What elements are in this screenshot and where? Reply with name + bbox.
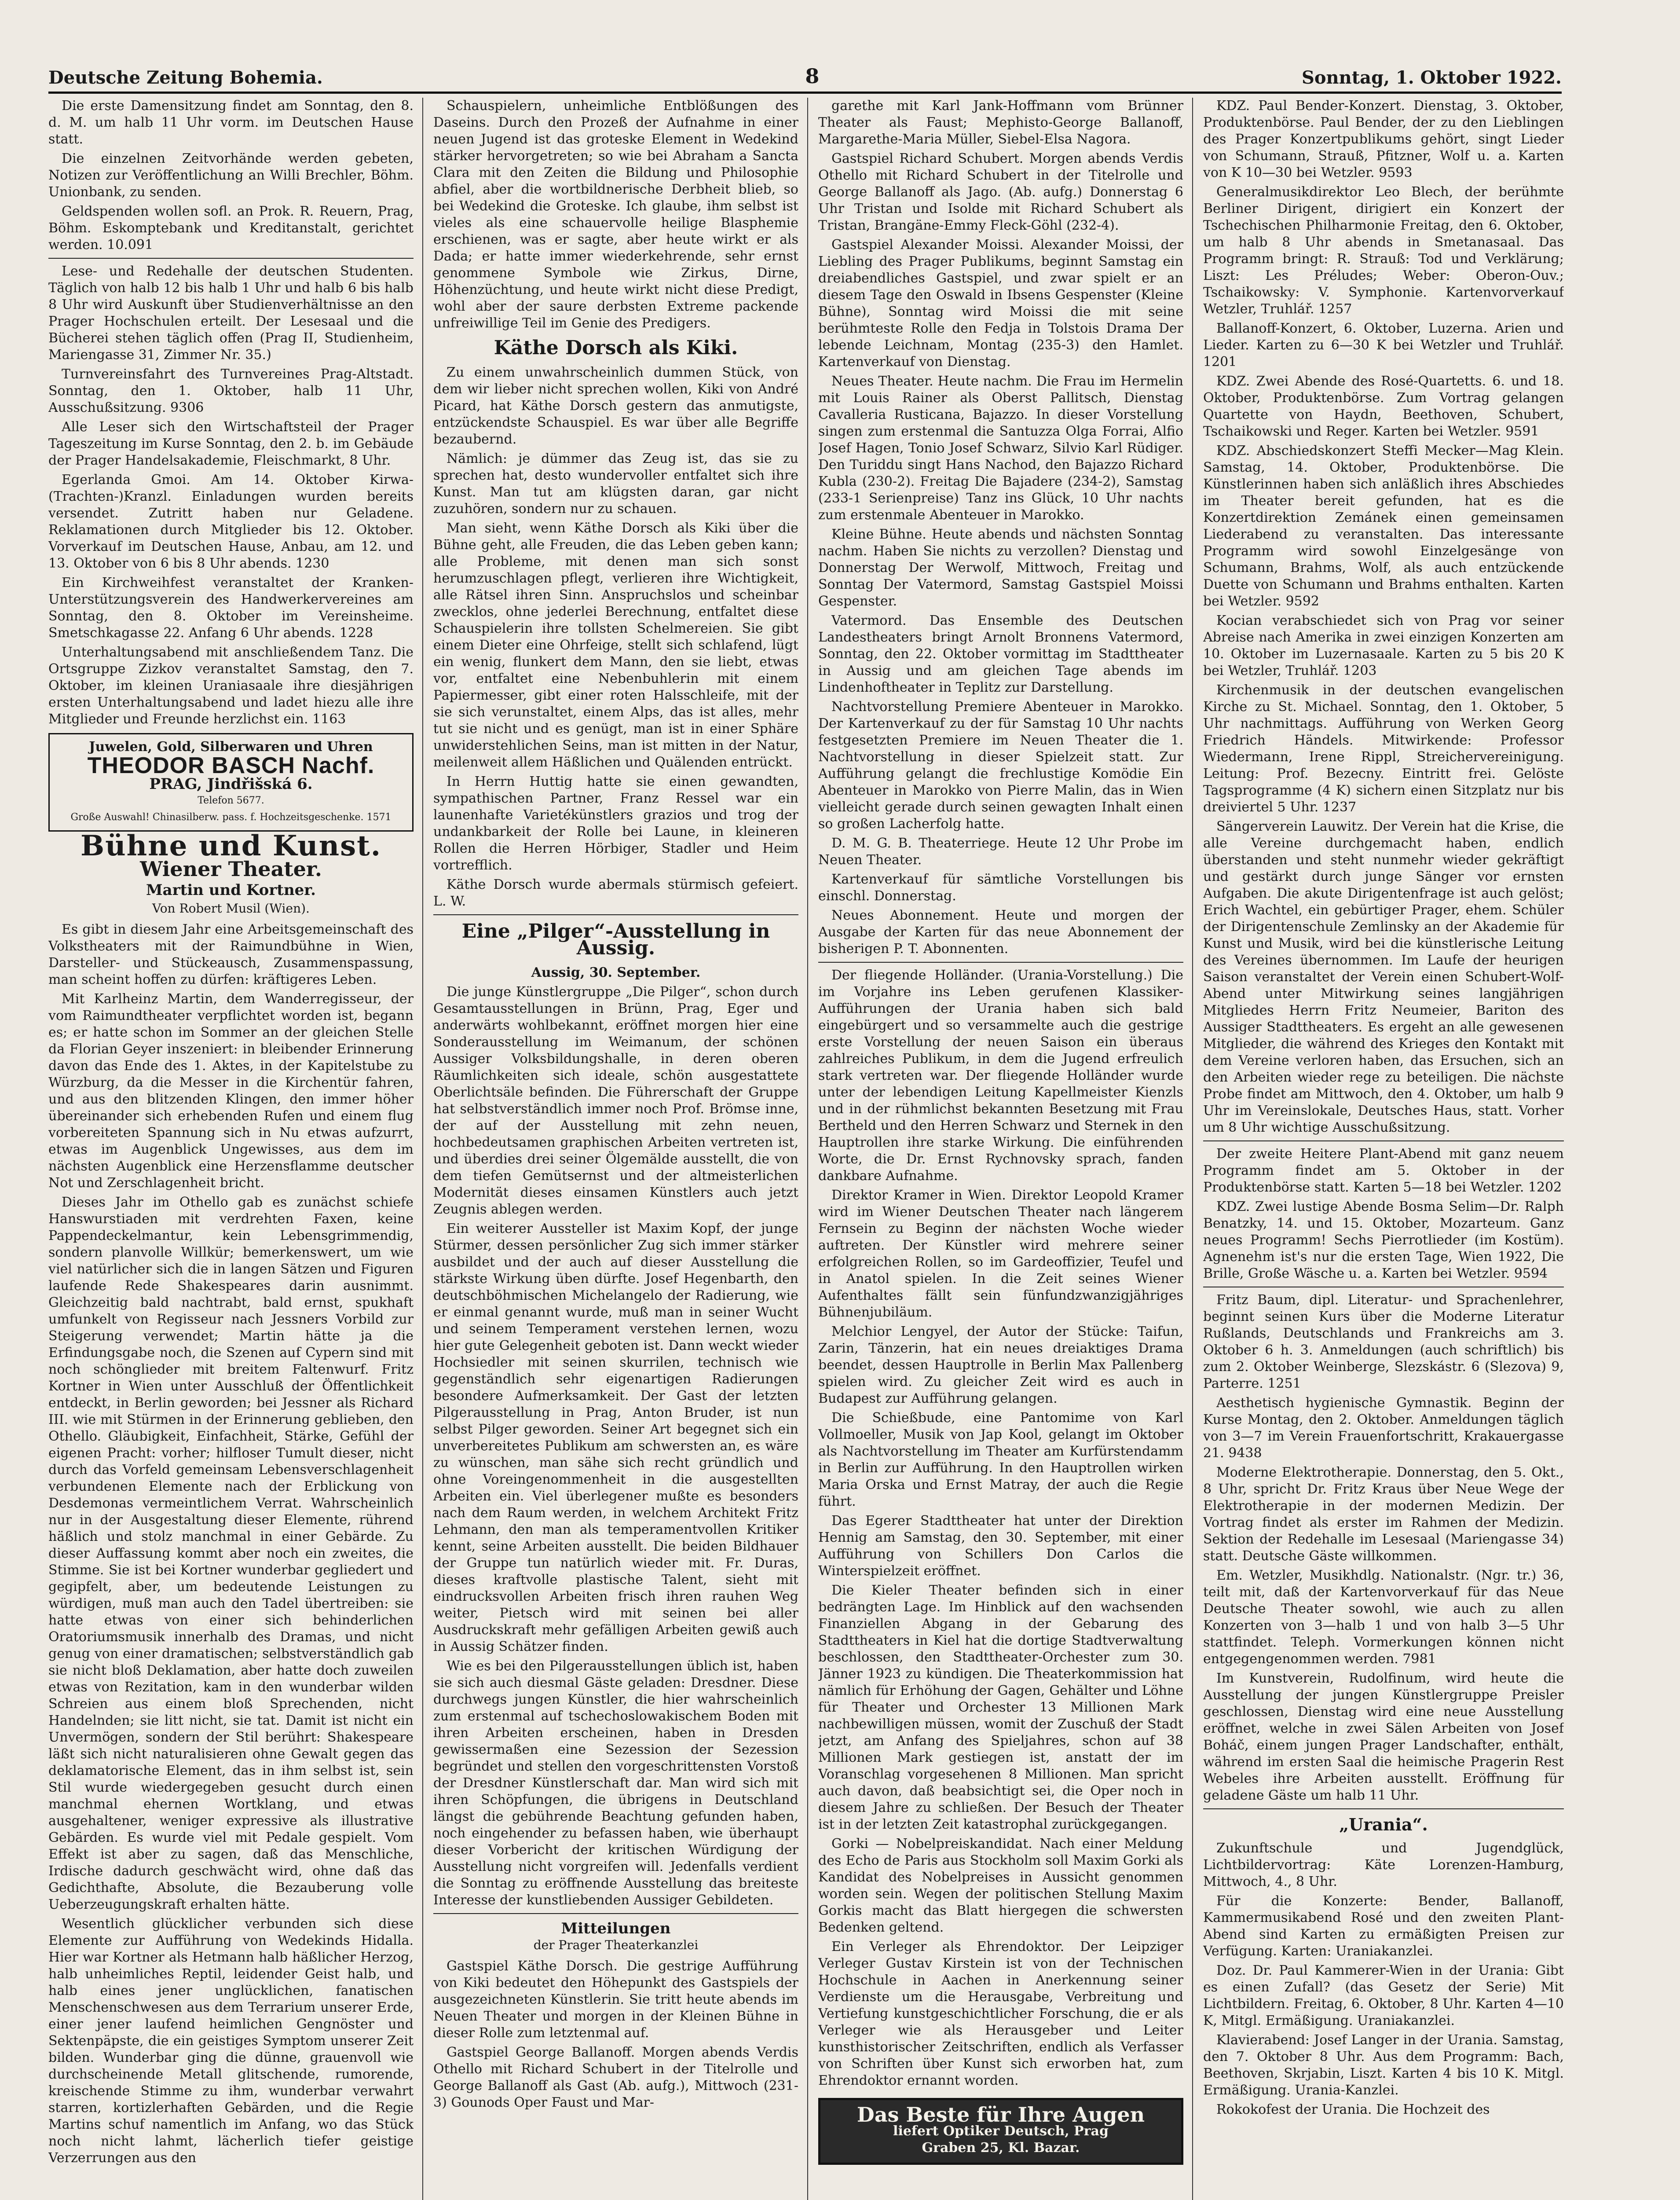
announcement: Kleine Bühne. Heute abends und nächsten Sonntag nachm. Haben Sie nichts zu verzollen? Dienstag und Donnerstag Der Werwolf, Mittwoch, Freitag und Sonntag Der Vatermord, Samstag Gastspiel Moissi Gespenster.	[818, 527, 1183, 609]
article-paragraph: Schauspielern, unheimliche Entblößungen des Daseins. Durch den Prozeß der Aufnahme in einer neuen Jugend ist das groteske Element in Wedekind stärker hervorgetreten; so wie bei Abraham a Sancta Clara mit den Zeiten die Bildung und Philosophie abfiel, aber die wortbildnerische Derbheit blieb, so bei Wedekind die Groteske. Ich glaube, ihm selbst ist vieles als eine schauervolle heilige Blasphemie erschienen, was er sagte, aber heute wirkt er als Dada; er hatte immer wiederkehrende, sehr ernst genommene Symbole wie Zirkus, Dirne, Höhenzüchtung, und heute wirkt nicht diese Predigt, wohl aber der saure derbsten Extreme packende unfreiwillige Teil im Genie des Predigers.	[433, 98, 798, 331]
urania-notice: Rokokofest der Urania. Die Hochzeit des	[1216, 2102, 1490, 2117]
notice: Ein Kirchweihfest veranstaltet der Kranken-Unterstützungsverein des Handwerkervereines am Sonntag, den 8. Oktober im Vereinsheime. Smetschkagasse 22. Anfang 6 Uhr abends. 1228	[48, 575, 414, 641]
urania-notice: Zukunftschule und Jugendglück, Lichtbildervortrag: Käte Lorenzen-Hamburg, Mittwoch, 4., 8 Uhr.	[1203, 1841, 1564, 1889]
concert-notice: Der zweite Heitere Plant-Abend mit ganz neuem Programm findet am 5. Oktober in der Produktenbörse statt. Karten 5—18 bei Wetzler. 1202	[1203, 1146, 1564, 1195]
optician-advertisement	[818, 2098, 1183, 2165]
article-paragraph: Zu einem unwahrscheinlich dummen Stück, von dem wir lieber nicht sprechen wollen, Kiki von André Picard, hat Käthe Dorsch gestern das anmutigste, entzückendste Schauspiel. Es war über alle Begriffe bezaubernd.	[433, 365, 798, 447]
announcement: Neues Theater. Heute nachm. Die Frau im Hermelin mit Louis Rainer als Oberst Pallitsch, Dienstag Cavalleria Rusticana, Bajazzo. In dieser Vorstellung singen zum erstenmal die Santuzza Olga Forrai, Alfio Josef Hagen, Tonio Josef Schwarz, Silvio Karl Rüdiger. Den Turiddu singt Hans Nachod, den Bajazzo Richard Kubla (230-2). Freitag Die Bajadere (234-2), Samstag (233-1 Serienpreise) Tanz ins Glück, 10 Uhr nachts zum erstenmale Abenteuer in Marokko.	[818, 374, 1183, 523]
article-byline: Von Robert Musil (Wien).	[152, 901, 310, 916]
concert-notice: Ballanoff-Konzert, 6. Oktober, Luzerna. Arien und Lieder. Karten zu 6—30 K bei Wetzler und Truhlář. 1201	[1203, 321, 1564, 370]
column-2	[433, 98, 798, 2200]
divider	[433, 1913, 798, 1914]
announcement: Ein Verleger als Ehrendoktor. Der Leipziger Verleger Gustav Kirstein ist von der Technischen Hochschule in Aachen in Anerkennung seiner Verdienste um die Herausgabe, Verbreitung und Vertiefung kunstgeschichtlicher Forschung, die er als Verleger wie als Herausgeber und Leiter kunsthistorischer Zeitschriften, endlich als Verfasser von Schriften über Kunst sich erworben hat, zum Ehrendoktor ernannt worden.	[818, 1939, 1183, 2088]
urania-notice: Klavierabend: Josef Langer in der Urania. Samstag, den 7. Oktober 8 Uhr. Aus dem Programm: Bach, Beethoven, Skrjabin, Liszt. Karten 4 bis 10 K. Mitgl. Ermäßigung. Urania-Kanzlei.	[1203, 2032, 1564, 2098]
announcement: Gastspiel Richard Schubert. Morgen abends Verdis Othello mit Richard Schubert in der Titelrolle und George Ballanoff als Jago. (Ab. aufg.) Donnerstag 6 Uhr Tristan und Isolde mit Richard Schubert als Tristan, Brangäne-Emmy Fleck-Göhl (232-4).	[818, 151, 1183, 233]
ad-supplier: liefert Optiker Deutsch, Prag	[893, 2123, 1109, 2139]
divider	[48, 258, 414, 259]
notice: Geldspenden wollen sofl. an Prok. R. Reuern, Prag, Böhm. Eskomptebank und Kreditanstalt, gerichtet werden. 10.091	[48, 204, 414, 253]
ad-address: Graben 25, Kl. Bazar.	[922, 2140, 1080, 2156]
article-paragraph: Nämlich: je dümmer das Zeug ist, das sie zu sprechen hat, desto wundervoller entfaltet sich ihre Kunst. Man tut am klügsten daran, gar nicht zuzuhören, sondern nur zu schauen.	[433, 451, 798, 517]
issue-date: Sonntag, 1. Oktober 1922.	[1301, 67, 1562, 88]
column-divider	[1192, 98, 1193, 2200]
notice: Alle Leser sich den Wirtschaftsteil der Prager Tageszeitung im Kurse Sonntag, den 2. b. im Gebäude der Prager Handelsakademie, Fleischmarkt, 8 Uhr.	[48, 419, 414, 468]
article-title: Eine „Pilger“-Ausstellung in Aussig.	[461, 920, 770, 959]
article-paragraph: Dieses Jahr im Othello gab es zunächst schiefe Hanswurstiaden mit verdrehten Faxen, keine Pappendeckelmantur, kein Lebensgrimmendig, sondern planvolle Willkür; bemerkenswert, um wie viel natürlicher sich die in langen Sätzen und Figuren laufende Rede Shakespeares darin ausnimmt. Gleichzeitig bald nachtrabt, bald ernst, spukhaft umfunkelt von Regisseur nach Jessners Vorbild zur Steigerung verwendet; Martin hätte ja die Erfindungsgabe noch, die Szenen auf Cypern sind mit noch schönglieder mit breitem Faltenwurf. Fritz Kortner in Wien unter Ausschluß der Öffentlichkeit entdeckt, in Berlin geworden; bei Jessner als Richard III. wie mit Stürmen in der Erinnerung geblieben, den Othello. Gläubigkeit, Einfachheit, Stärke, Gefühl der eigenen Pracht: vorher; hilfloser Tumult dieser, nicht durch das Vorfeld gemeinsam Lebensverschlagenheit verbundenen Elemente nach der Erblickung von Desdemonas vermeintlichem Verrat. Wahrscheinlich nur in der Ausgestaltung dieser Elemente, rührend häßlich und stolz manchmal in einer Gebärde. Zu dieser Auffassung kommt aber noch ein zweites, die Stimme. Sie ist bei Kortner wunderbar gegliedert und gegipfelt, aber, um bedeutende Leistungen zu würdigen, muß man auch den Tadel übertreiben: sie hatte etwas von einer sich behinderlichen Oratoriumsmusik innerhalb des Dramas, und nicht genug von einer dramatischen; selbstverständlich gab sie nicht bloß Deklamation, aber hatte doch zuweilen etwas von Rezitation, kam in den wunderbar wilden Schreien aus einem bloß Sprechenden, nicht Handelnden; sie litt nicht, sie tat. Damit ist nicht ein Unvermögen, sondern der Stil berührt: Shakespeare läßt sich nicht naturalisieren ohne Gewalt gegen das deklamatorische Element, das in ihm selbst ist, sein Stil wurde wiedergegeben gesucht durch einen manchmal ehernen Wortklang, und etwas ausgehaltener, weniger expressive als illustrative Gebärden. Es wurde viel mit Pedale gespielt. Vom Effekt ist aber zu sagen, daß das Menschliche, Irdische dadurch geschwächt wird, ohne daß das Gedichthafte, Absolute, die Bezauberung volle Ueberzeugungskraft erhalten hätte.	[48, 1195, 414, 1912]
concert-notice: Kocian verabschiedet sich von Prag vor seiner Abreise nach Amerika in zwei einzigen Konzerten am 10. Oktober im Luzernasaale. Karten zu 5 bis 20 K bei Wetzler, Truhlář. 1203	[1203, 613, 1564, 678]
ad-tagline: Juwelen, Gold, Silberwaren und Uhren	[89, 739, 373, 755]
notices-list	[48, 98, 414, 728]
announcement: Gastspiel George Ballanoff. Morgen abends Verdis Othello mit Richard Schubert in der Titelrolle und George Ballanoff als Gast (Ab. aufg.), Mittwoch (231-3) Gounods Oper Faust und Mar-	[433, 2045, 798, 2110]
announcement: D. M. G. B. Theaterriege. Heute 12 Uhr Probe im Neuen Theater.	[818, 836, 1183, 868]
concert-notice: Sängerverein Lauwitz. Der Verein hat die Krise, die alle Vereine durchgemacht haben, endlich überstanden und steht nunmehr wieder gekräftigt und gestärkt durch junge Sänger vor ernsten Aufgaben. Die akute Dirigentenfrage ist auch gelöst; Erich Wachtel, ein gebürtiger Prager, ehem. Schüler der Dirigentenschule Zemlinsky an der Akademie für Kunst und Musik, wird bei die künstlerische Leitung des Vereines übernommen. Im Laufe der heurigen Saison veranstaltet der Verein einen Schubert-Wolf-Abend unter Mitwirkung seines langjährigen Mitgliedes Herrn Fritz Neumeier, Bariton des Aussiger Stadttheaters. Es ergeht an alle gewesenen Mitglieder, die während des Krieges den Kontakt mit dem Vereine verloren haben, das Ersuchen, sich an den Arbeiten wieder rege zu beteiligen. Die nächste Probe findet am Mittwoch, den 4. Oktober, um halb 9 Uhr im Vereinslokale, Deutsches Haus, statt. Vorher um 8 Uhr wichtige Ausschußsitzung.	[1203, 819, 1564, 1135]
article-paragraph: Wesentlich glücklicher verbunden sich diese Elemente zur Aufführung von Wedekinds Hidalla. Hier war Kortner als Hetmann halb häßlicher Herzog, halb unheimliches Reptil, leidender Geist halb, und halb eines jener unglücklichen, fanatischen Menschenschwesen aus dem Terrarium unserer Erde, einer jener laufend heimlichen Gengnöster und Sektenpäpste, die ein geistiges Symptom unserer Zeit bilden. Wunderbar ging die dünne, grauenvoll wie durchscheinende Metall glitschende, rumorende, kreischende Stimme zu ihm, wunderbar verwahrt starren, kortizlerhaften Gebärden, und die Regie Martins schuf namentlich im Anfang, wo das Stück noch nicht lahmt, lächerlich tiefer geistige Verzerrungen aus den	[48, 1916, 414, 2166]
ad-address: PRAG, Jindřišská 6.	[149, 775, 313, 793]
column-4	[1203, 98, 1564, 2200]
article-paragraph: Es gibt in diesem Jahr eine Arbeitsgemeinschaft des Volkstheaters mit der Raimundbühne in Wien, Darsteller- und Stückeausch, Zusammenspassung, man scheint hoffen zu dürfen: kräftigeres Leben.	[48, 922, 414, 987]
notice: Lese- und Redehalle der deutschen Studenten. Täglich von halb 12 bis halb 1 Uhr und halb 6 bis halb 8 Uhr wird Auskunft über Studienverhältnisse an den Prager Hochschulen erteilt. Der Lesesaal und die Bücherei stehen täglich offen (Prag II, Studienheim, Mariengasse 31, Zimmer Nr. 35.)	[48, 264, 414, 363]
notice: Unterhaltungsabend mit anschließendem Tanz. Die Ortsgruppe Zizkov veranstaltet Samstag, den 7. Oktober, im kleinen Uraniasaale ihre diesjährigen ersten Unterhaltungsabend und ladet hiezu alle ihre Mitglieder und Freunde herzlichst ein. 1163	[48, 645, 414, 727]
article-dateline: Aussig, 30. September.	[531, 965, 701, 980]
announcement: Das Egerer Stadttheater hat unter der Direktion Hennig am Samstag, den 30. September, mit einer Aufführung von Schillers Don Carlos die Winterspielzeit eröffnet.	[818, 1513, 1183, 1579]
newspaper-name: Deutsche Zeitung Bohemia.	[48, 67, 323, 88]
announcement: garethe mit Karl Jank-Hoffmann vom Brünner Theater als Faust; Mephisto-George Ballanoff, Margarethe-Maria Müller, Siebel-Elsa Nagora.	[818, 98, 1183, 147]
notice: Die einzelnen Zeitvorhände werden gebeten, Notizen zur Veröffentlichung an Willi Brechler, Böhm. Unionbank, zu senden.	[48, 151, 414, 200]
concert-notice: KDZ. Zwei Abende des Rosé-Quartetts. 6. und 18. Oktober, Produktenbörse. Zum Vortrag gelangen Quartette von Haydn, Beethoven, Schubert, Tschaikowski und Reger. Karten bei Wetzler. 9591	[1203, 374, 1564, 439]
urania-notice: Für die Konzerte: Bender, Ballanoff, Kammermusikabend Rosé und den zweiten Plant-Abend sind Karten zu ermäßigten Preisen zur Verfügung. Karten: Uraniakanzlei.	[1203, 1893, 1564, 1959]
concert-notice: Kirchenmusik in der deutschen evangelischen Kirche zu St. Michael. Sonntag, den 1. Oktober, 5 Uhr nachmittags. Aufführung von Werken Georg Friedrich Händels. Mitwirkende: Professor Wiedermann, Irene Rippl, Streichervereinigung. Leitung: Prof. Bezecny. Eintritt frei. Gelöste Tagsprogramme (4 K) sichern einen Sitzplatz nur bis dreiviertel 5 Uhr. 1237	[1203, 682, 1564, 815]
announcement: Die Schießbude, eine Pantomime von Karl Vollmoeller, Musik von Jap Kool, gelangt im Oktober als Nachtvorstellung im Theater am Kurfürstendamm in Berlin zur Aufführung. In den Hauptrollen wirken Maria Orska und Ernst Matray, der auch die Regie führt.	[818, 1410, 1183, 1509]
article-paragraph: In Herrn Huttig hatte sie einen gewandten, sympathischen Partner, Franz Ressel war ein launenhafte Varietékünstlers grazios und trog der undankbarkeit der Rolle bei Laune, in kleineren Rollen die Herren Hörbiger, Stadler und Heim vortrefflich.	[433, 774, 798, 873]
notice: Egerlanda Gmoi. Am 14. Oktober Kirwa-(Trachten-)Kranzl. Einladungen wurden bereits versendet. Zutritt haben nur Geladene. Reklamationen durch Mitglieder bis 12. Oktober. Vorverkauf im Deutschen Hause, Anbau, am 12. und 13. Oktober von 6 bis 8 Uhr abends. 1230	[48, 472, 414, 571]
article-title: Martin und Kortner.	[146, 881, 316, 899]
column-3	[818, 98, 1183, 2200]
page-number: 8	[805, 64, 820, 88]
article-paragraph: Mit Karlheinz Martin, dem Wanderregisseur, der vom Raimundtheater verpflichtet worden ist, begann es; er hatte schon im Sommer an der gleichen Stelle da Florian Geyer inszeniert: in bleibender Erinnerung davon das Ende des 1. Aktes, in der Kapitelstube zu Würzburg, da die Messer in die Kirchentür fahren, und aus den blitzenden Klingen, den immer höher übereinander sich erhebenden Rufen und einem flug vorbereiteten Spannung sich in Nu etwas aufzurrt, etwas im Augenblick Ungewisses, aus dem im nächsten Augenblick eine Herzensflamme deutscher Not und Zerschlagenheit bricht.	[48, 991, 414, 1191]
announcements-subheading: der Prager Theaterkanzlei	[533, 1938, 699, 1952]
announcements-heading: Mitteilungen	[561, 1920, 671, 1937]
ad-company-name: THEODOR BASCH Nachf.	[87, 753, 375, 778]
column-divider	[807, 98, 808, 2200]
article-title: Käthe Dorsch als Kiki.	[494, 337, 738, 359]
concert-notice: Aesthetisch hygienische Gymnastik. Beginn der Kurse Montag, den 2. Oktober. Anmeldungen täglich von 3—7 im Verein Frauenfortschritt, Krakauergasse 21. 9438	[1203, 1395, 1564, 1461]
announcement: Die Kieler Theater befinden sich in einer bedrängten Lage. Im Hinblick auf den wachsenden Finanziellen Abgang in der Gebarung des Stadttheaters in Kiel hat die dortige Stadtverwaltung beschlossen, den Stadttheater-Orchester zum 30. Jänner 1923 zu kündigen. Die Theaterkommission hat nämlich für Erhöhung der Gagen, Gehälter und Löhne für Theater und Orchester 13 Millionen Mark nachbewilligen müssen, womit der Zuschuß der Stadt jetzt, am Anfang des Spieljahres, schon auf 38 Millionen Mark gestiegen ist, anstatt der im Voranschlag vorgesehenen 8 Millionen. Man spricht auch davon, daß beabsichtigt sei, die Oper noch in diesem Jahre zu schließen. Der Besuch der Theater ist in der letzten Zeit katastrophal zurückgegangen.	[818, 1583, 1183, 1832]
divider	[818, 962, 1183, 963]
announcement: Direktor Kramer in Wien. Direktor Leopold Kramer wird im Wiener Deutschen Theater nach längerem Fernsein zu Beginn der nächsten Woche wieder auftreten. Der Künstler wird mehrere seiner erfolgreichen Rollen, so im Gardeoffizier, Teufel und in Anatol spielen. In die Zeit seines Wiener Aufenthaltes fällt sein fünfundzwanzigjähriges Bühnenjubiläum.	[818, 1188, 1183, 1320]
announcement: Gastspiel Alexander Moissi. Alexander Moissi, der Liebling des Prager Publikums, beginnt Samstag ein dreiabendliches Gastspiel, und zwar spielt er an diesem Tage den Oswald in Ibsens Gespenster (Kleine Bühne), Sonntag wird Moissi die mit seine berühmteste Rolle den Fedja in Tolstois Drama Der lebende Leichnam, Montag (235-3) den Hamlet. Kartenverkauf von Dienstag.	[818, 237, 1183, 370]
announcement: Vatermord. Das Ensemble des Deutschen Landestheaters bringt Arnolt Bronnens Vatermord, Sonntag, den 22. Oktober vormittag im Stadttheater in Aussig und am gleichen Tage abends im Lindenhoftheater in Teplitz zur Darstellung.	[818, 613, 1183, 695]
concert-notice: KDZ. Abschiedskonzert Steffi Mecker—Mag Klein. Samstag, 14. Oktober, Produktenbörse. Die Künstlerinnen haben sich anläßlich ihres Abschiedes im Theater bereit gefunden, hat es die Konzertdirektion Zemánek einen gemeinsamen Liederabend zu veranstalten. Das interessante Programm wird sowohl Einzelgesänge von Schumann, Brahms, Wolf, als auch entzückende Duette von Schumann und Brahms enthalten. Karten bei Wetzler. 9592	[1203, 443, 1564, 609]
ad-headline: Das Beste für Ihre Augen	[856, 2103, 1145, 2127]
divider	[1203, 1140, 1564, 1141]
article-paragraph: Ein weiterer Aussteller ist Maxim Kopf, der junge Stürmer, dessen persönlicher Zug sich immer stärker ausbildet und der auch auf dieser Ausstellung die stärkste Wirkung üben dürfte. Josef Hegenbarth, den deutschböhmischen Michelangelo der Radierung, wie er einmal genannt wurde, muß man in seiner Wucht und seinem Temperament verstehen lernen, wozu hier gute Gelegenheit geboten ist. Dann weckt wieder Hochsiedler mit seinen skurrilen, technisch wie gegenständlich sehr eigenartigen Radierungen besondere Aufmerksamkeit. Der Gast der letzten Pilgerausstellung in Prag, Anton Bruder, ist nun selbst Pilger geworden. Seiner Art begegnet sich ein unverbereitetes Publikum am schwersten an, es wäre zu wünschen, man sähe sich recht gründlich und ohne Voreingenommenheit in die ausgestellten Arbeiten ein. Viel überlegener mußte es besonders nach dem Raum werden, in welchem Architekt Fritz Lehmann, den man als temperamentvollen Kritiker kennt, seine Arbeiten ausstellt. Die beiden Bildhauer der Gruppe tun natürlich wieder mit. Fr. Duras, dieses kraftvolle plastische Talent, sieht mit eindrucksvollen Arbeiten frisch ihren rauhen Weg weiter, Pietsch wird mit seinen bei aller Ausdruckskraft mehr gefälligen Arbeiten gewiß auch in Aussig Schätzer finden.	[433, 1221, 798, 1654]
column-divider	[422, 98, 423, 2200]
concert-notice: KDZ. Paul Bender-Konzert. Dienstag, 3. Oktober, Produktenbörse. Paul Bender, der zu den Lieblingen des Prager Konzertpublikums gehört, singt Lieder von Schumann, Strauß, Pfitzner, Wolf u. a. Karten von K 10—30 bei Wetzler. 9593	[1203, 98, 1564, 180]
divider	[1203, 1808, 1564, 1809]
subsection-heading: Wiener Theater.	[140, 857, 322, 881]
announcement: Nachtvorstellung Premiere Abenteuer in Marokko. Der Kartenverkauf zu der für Samstag 10 Uhr nachts festgesetzten Premiere im Neuen Theater die 1. Nachtvorstellung in dieser Spielzeit statt. Zur Aufführung gelangt die frechlustige Komödie Ein Abenteuer in Marokko von Pierre Malin, das in Wien vielleicht gerade durch seinen gewagten Inhalt einen so großen Lacherfolg hatte.	[818, 699, 1183, 832]
concert-notice: Fritz Baum, dipl. Literatur- und Sprachenlehrer, beginnt seinen Kurs über die Moderne Literatur Rußlands, Deutschlands und Frankreichs am 3. Oktober 6 h. 3. Anmeldungen (auch schriftlich) bis zum 2. Oktober Weinberge, Slezskástr. 6 (Slezova) 9, Parterre. 1251	[1203, 1292, 1564, 1391]
announcement: Der fliegende Holländer. (Urania-Vorstellung.) Die im Vorjahre ins Leben gerufenen Klassiker-Aufführungen der Urania haben sich bald eingebürgert und so versammelte auch die gestrige erste Vorstellung der neuen Saison ein überaus zahlreiches Publikum, in dem die Jugend erfreulich stark vertreten war. Der fliegende Holländer wurde unter der lebendigen Leitung Kapellmeister Kienzls und in der rühmlichst bekannten Besetzung mit Frau Bertheld und den Herren Schwarz und Sternek in den Hauptrollen ihre starke Wirkung. Die einführenden Worte, die Dr. Ernst Rychnovsky sprach, fanden dankbare Aufnahme.	[818, 968, 1183, 1184]
announcement: Gastspiel Käthe Dorsch. Die gestrige Aufführung von Kiki bedeutet den Höhepunkt des Gastspiels der ausgezeichneten Künstlerin. Sie tritt heute abends im Neuen Theater und morgen in der Kleinen Bühne in dieser Rolle zum letztenmal auf.	[433, 1958, 798, 2041]
urania-heading: „Urania“.	[1339, 1815, 1428, 1834]
article-paragraph: Käthe Dorsch wurde abermals stürmisch gefeiert. L. W.	[433, 877, 798, 909]
section-heading: Bühne und Kunst.	[81, 829, 381, 862]
notice: Turnvereinsfahrt des Turnvereines Prag-Altstadt. Sonntag, den 1. Oktober, halb 11 Uhr, Ausschußsitzung. 9306	[48, 367, 414, 415]
announcement: Kartenverkauf für sämtliche Vorstellungen bis einschl. Donnerstag.	[818, 872, 1183, 904]
article-paragraph: Die junge Künstlergruppe „Die Pilger“, schon durch Gesamtausstellungen in Brünn, Prag, Eger und anderwärts wohlbekannt, eröffnet morgen hier eine Sonderausstellung im Weimanum, der schönen Aussiger Volksbildungshalle, in deren oberen Räumlichkeiten sich ideale, schön ausgestattete Oberlichtsäle befinden. Die Führerschaft der Gruppe hat selbstverständlich immer noch Prof. Brömse inne, der auf der Ausstellung mit zehn neuen, hochbedeutsamen graphischen Arbeiten vertreten ist, und überdies drei seiner Ölgemälde ausstellt, die von dem tiefen Gemütsernst und der altmeisterlichen Modernität dieses einsamen Künstlers auch jetzt Zeugnis ablegen werden.	[433, 984, 798, 1217]
jeweler-advertisement	[48, 733, 414, 832]
announcement: Gorki — Nobelpreiskandidat. Nach einer Meldung des Echo de Paris aus Stockholm soll Maxim Gorki als Kandidat des Nobelpreises in Aussicht genommen worden sein. Wegen der politischen Stellung Maxim Gorkis macht das Blatt hiergegen die schwersten Bedenken geltend.	[818, 1836, 1183, 1935]
header-rule	[48, 92, 1562, 94]
concert-notice: KDZ. Zwei lustige Abende Bosma Selim—Dr. Ralph Benatzky, 14. und 15. Oktober, Mozarteum. Ganz neues Programm! Sechs Pierrotlieder (im Kostüm). Agnenehm ist's nur die ersten Tage, Wien 1922, Die Brille, Große Wäsche u. a. Karten bei Wetzler. 9594	[1203, 1199, 1564, 1281]
concert-notice: Generalmusikdirektor Leo Blech, der berühmte Berliner Dirigent, dirigiert ein Konzert der Tschechischen Philharmonie Freitag, den 6. Oktober, um halb 8 Uhr abends in Smetanasaal. Das Programm bringt: R. Strauß: Tod und Verklärung; Liszt: Les Préludes; Weber: Oberon-Ouv.; Tschaikowsky: V. Symphonie. Kartenvorverkauf Wetzler, Truhlář. 1257	[1203, 184, 1564, 317]
page-header	[48, 57, 1562, 88]
article-paragraph: Man sieht, wenn Käthe Dorsch als Kiki über die Bühne geht, alle Freuden, die das Leben geben kann; alle Probleme, mit denen man sich sonst herumzuschlagen pflegt, verlieren ihre Wichtigkeit, alle Rätsel ihren Sinn. Anspruchslos und scheinbar zwecklos, ohne jederlei Berechnung, entfaltet diese Schauspielerin ihre tollsten Schelmereien. Sie gibt einem Dieter eine Ohrfeige, stellt sich schlafend, lügt ein wenig, flunkert dem Mann, den sie liebt, etwas vor, entfaltet eine Nebenbuhlerin mit einem Papiermesser, gibt einer roten Halsschleife, mit der sie sich verunstaltet, einem Alps, das ist alles, mehr tut sie nicht und es genügt, man ist in einer Sphäre unwiderstehlichen Seins, man ist mitten in der Natur, meilenweit allem Häßlichen und Quälenden entrückt.	[433, 521, 798, 770]
ad-phone: Telefon 5677.	[198, 795, 264, 806]
announcement: Melchior Lengyel, der Autor der Stücke: Taifun, Zarin, Tänzerin, hat ein neues dreiaktiges Drama beendet, dessen Hauptrolle in Berlin Max Pallenberg spielen wird. Zu gleicher Zeit wird es auch in Budapest zur Aufführung gelangen.	[818, 1324, 1183, 1406]
concert-notice: Im Kunstverein, Rudolfinum, wird heute die Ausstellung der jungen Künstlergruppe Preisler geschlossen, Dienstag wird eine neue Ausstellung eröffnet, welche in zwei Sälen Arbeiten von Josef Boháč, einem jungen Prager Landschafter, enthält, während im ersten Saal die heimische Pragerin Rest Webeles ihre Arbeiten ausstellt. Eröffnung für geladene Gäste um halb 11 Uhr.	[1203, 1671, 1564, 1803]
notice: Die erste Damensitzung findet am Sonntag, den 8. d. M. um halb 11 Uhr vorm. im Deutschen Hause statt.	[48, 98, 414, 147]
ad-footer: Große Auswahl! Chinasilberw. pass. f. Hochzeitsgeschenke. 1571	[70, 812, 392, 823]
column-1	[48, 98, 414, 2200]
urania-notice: Doz. Dr. Paul Kammerer-Wien in der Urania: Gibt es einen Zufall? (das Gesetz der Serie) Mit Lichtbildern. Freitag, 6. Oktober, 8 Uhr. Karten 4—10 K, Mitgl. Ermäßigung. Uraniakanzlei.	[1203, 1963, 1564, 2028]
divider	[433, 914, 798, 915]
article-paragraph: Wie es bei den Pilgerausstellungen üblich ist, haben sie sich auch diesmal Gäste geladen: Dresdner. Diese durchwegs jungen Künstler, die hier wahrscheinlich zum erstenmal auf tschechoslowakischem Boden mit ihren Arbeiten erscheinen, haben in Dresden gewissermaßen eine Sezession der Sezession begründet und stellen den vorgeschrittensten Vorstoß der Dresdner Künstlerschaft dar. Man wird sich mit ihren Schöpfungen, die übrigens in Deutschland längst die gebührende Beachtung gefunden haben, noch eingehender zu befassen haben, wie überhaupt dieser Vorbericht der kritischen Würdigung der Ausstellung nicht vorgreifen will. Jedenfalls verdient die Sonntag zu eröffnende Ausstellung das breiteste Interesse der kunstliebenden Aussiger Gebildeten.	[433, 1658, 798, 1908]
concert-notice: Moderne Elektrotherapie. Donnerstag, den 5. Okt., 8 Uhr, spricht Dr. Fritz Kraus über Neue Wege der Elektrotherapie in der modernen Medizin. Der Vortrag findet als erster im Rahmen der Medizin. Sektion der Redehalle im Lesesaal (Mariengasse 34) statt. Deutsche Gäste willkommen.	[1203, 1465, 1564, 1564]
announcement: Neues Abonnement. Heute und morgen der Ausgabe der Karten für das neue Abonnement der bisherigen P. T. Abonnenten.	[818, 908, 1183, 957]
concert-notice: Em. Wetzler, Musikhdlg. Nationalstr. (Ngr. tr.) 36, teilt mit, daß der Kartenvorverkauf für das Neue Deutsche Theater sowohl, wie auch zu allen Konzerten von 3—halb 1 und von halb 3—5 Uhr stattfindet. Teleph. Vormerkungen können nicht entgegengenommen werden. 7981	[1203, 1568, 1564, 1667]
